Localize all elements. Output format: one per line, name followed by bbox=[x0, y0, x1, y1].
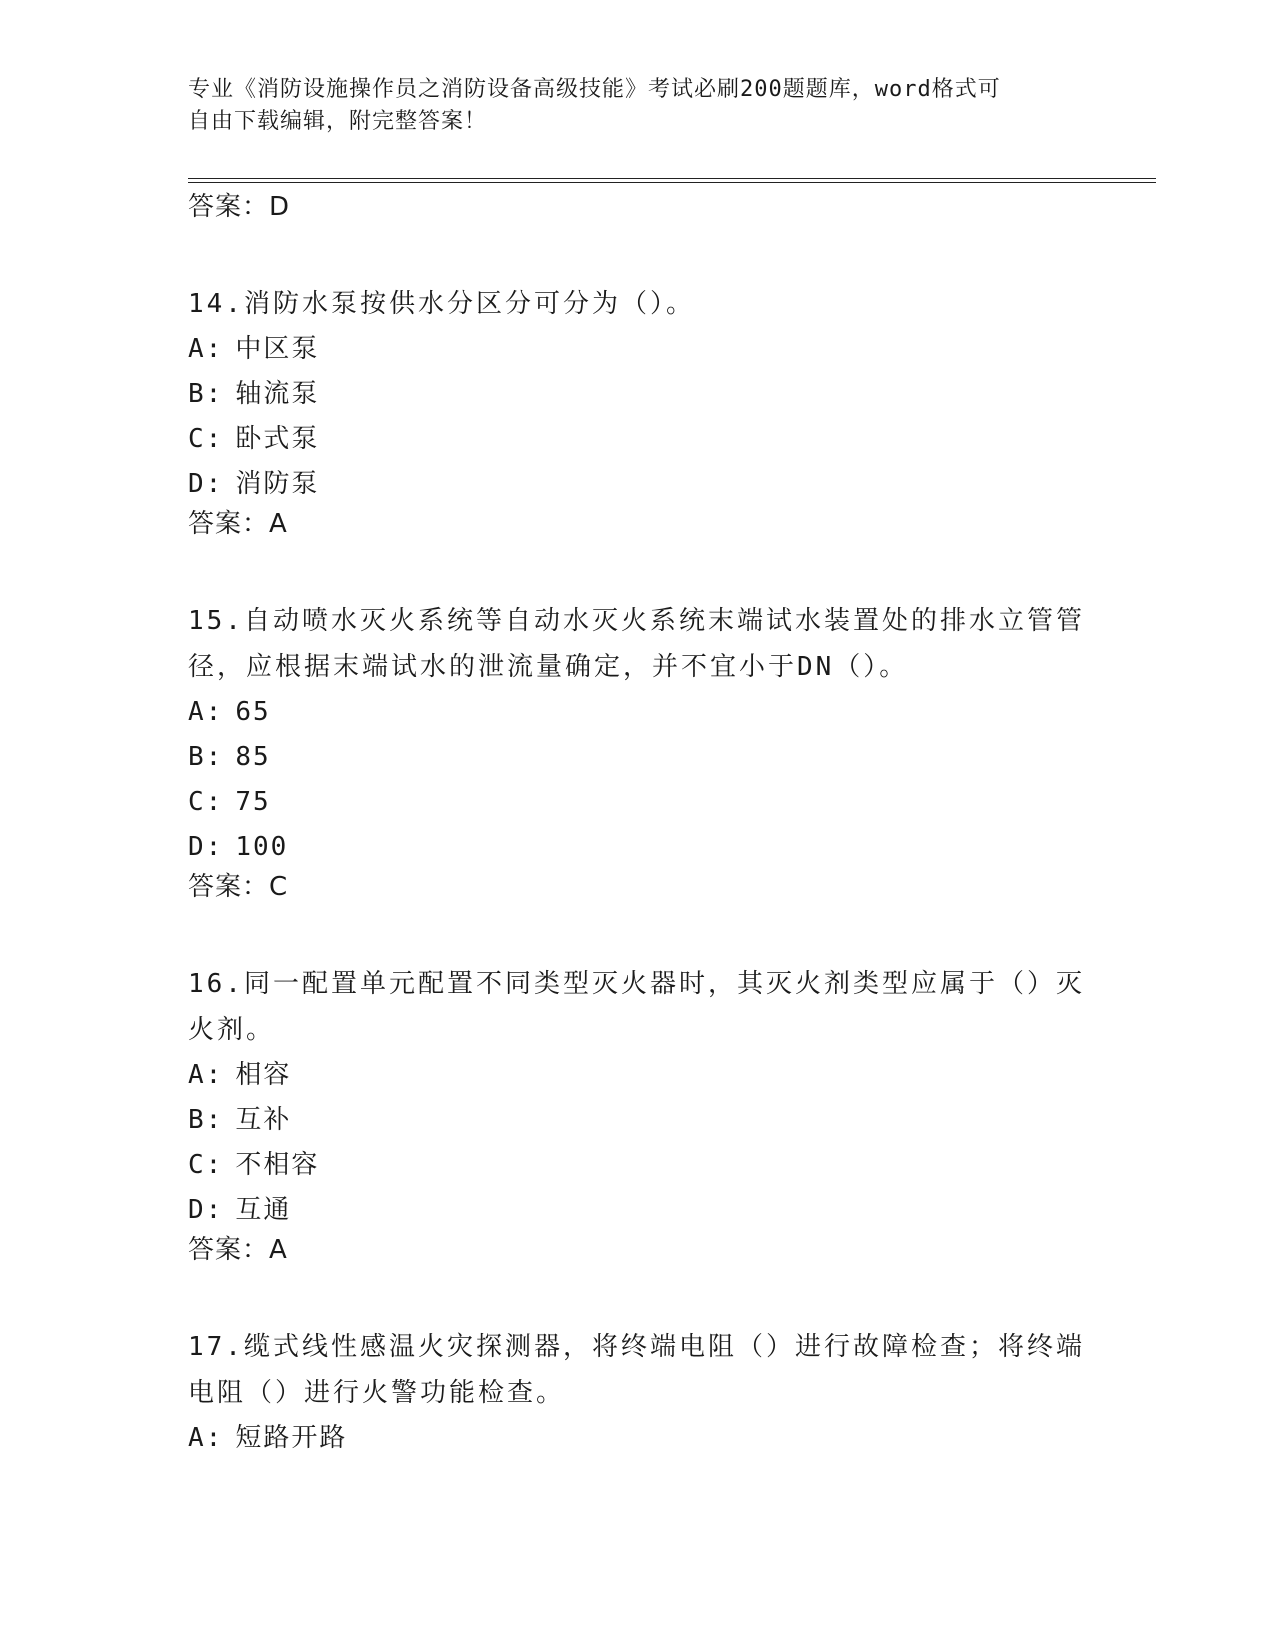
answer-line: 答案：C bbox=[188, 872, 289, 902]
header-line-2: 自由下载编辑，附完整答案！ bbox=[188, 109, 488, 134]
question-17 bbox=[188, 1324, 1088, 1461]
option-d bbox=[188, 462, 1088, 507]
option-text: 中区泵 bbox=[235, 334, 320, 364]
question-stem: 15.自动喷水灭火系统等自动水灭火系统末端试水装置处的排水立管管径，应根据末端试水的泄流量确定，并不宜小于DN（）。 bbox=[188, 606, 1085, 682]
option-a bbox=[188, 1416, 1088, 1461]
question-stem: 16.同一配置单元配置不同类型灭火器时，其灭火剂类型应属于（）灭火剂。 bbox=[188, 969, 1085, 1045]
header-divider bbox=[188, 178, 1156, 183]
option-d bbox=[188, 1188, 1088, 1233]
question-16 bbox=[188, 961, 1088, 1279]
option-c bbox=[188, 1143, 1088, 1188]
option-key: D: bbox=[188, 1195, 224, 1225]
option-text: 互补 bbox=[235, 1105, 292, 1135]
option-text: 相容 bbox=[235, 1060, 292, 1090]
option-key: C: bbox=[188, 787, 224, 817]
option-text: 不相容 bbox=[235, 1150, 320, 1180]
option-b bbox=[188, 372, 1088, 417]
option-key: D: bbox=[188, 832, 224, 862]
option-text: 消防泵 bbox=[235, 469, 320, 499]
option-key: B: bbox=[188, 1105, 224, 1135]
option-a bbox=[188, 690, 1088, 735]
option-d bbox=[188, 825, 1088, 870]
option-a bbox=[188, 1053, 1088, 1098]
option-b bbox=[188, 1098, 1088, 1143]
option-text: 100 bbox=[235, 832, 289, 862]
option-a bbox=[188, 327, 1088, 372]
answer-line: 答案：A bbox=[188, 1235, 288, 1265]
option-key: D: bbox=[188, 469, 224, 499]
option-key: B: bbox=[188, 379, 224, 409]
question-stem: 14.消防水泵按供水分区分可分为（）。 bbox=[188, 289, 695, 319]
answer-line: 答案：A bbox=[188, 509, 288, 539]
option-text: 短路开路 bbox=[235, 1423, 348, 1453]
option-c bbox=[188, 417, 1088, 462]
option-key: A: bbox=[188, 1423, 224, 1453]
option-text: 轴流泵 bbox=[235, 379, 320, 409]
option-key: C: bbox=[188, 1150, 224, 1180]
option-c bbox=[188, 780, 1088, 825]
option-text: 65 bbox=[235, 697, 271, 727]
option-key: A: bbox=[188, 334, 224, 364]
option-b bbox=[188, 735, 1088, 780]
option-text: 75 bbox=[235, 787, 271, 817]
option-text: 互通 bbox=[235, 1195, 292, 1225]
option-key: A: bbox=[188, 697, 224, 727]
option-key: B: bbox=[188, 742, 224, 772]
question-15 bbox=[188, 598, 1088, 916]
option-text: 85 bbox=[235, 742, 271, 772]
question-list bbox=[188, 190, 1088, 1461]
question-14 bbox=[188, 281, 1088, 553]
option-text: 卧式泵 bbox=[235, 424, 320, 454]
document-header bbox=[188, 74, 1068, 138]
question-stem: 17.缆式线性感温火灾探测器，将终端电阻（）进行故障检查；将终端电阻（）进行火警功能检查。 bbox=[188, 1332, 1085, 1408]
answer-line: 答案：D bbox=[188, 192, 291, 222]
option-key: A: bbox=[188, 1060, 224, 1090]
option-key: C: bbox=[188, 424, 224, 454]
header-line-1: 专业《消防设施操作员之消防设备高级技能》考试必刷200题题库，word格式可 bbox=[188, 77, 1001, 102]
